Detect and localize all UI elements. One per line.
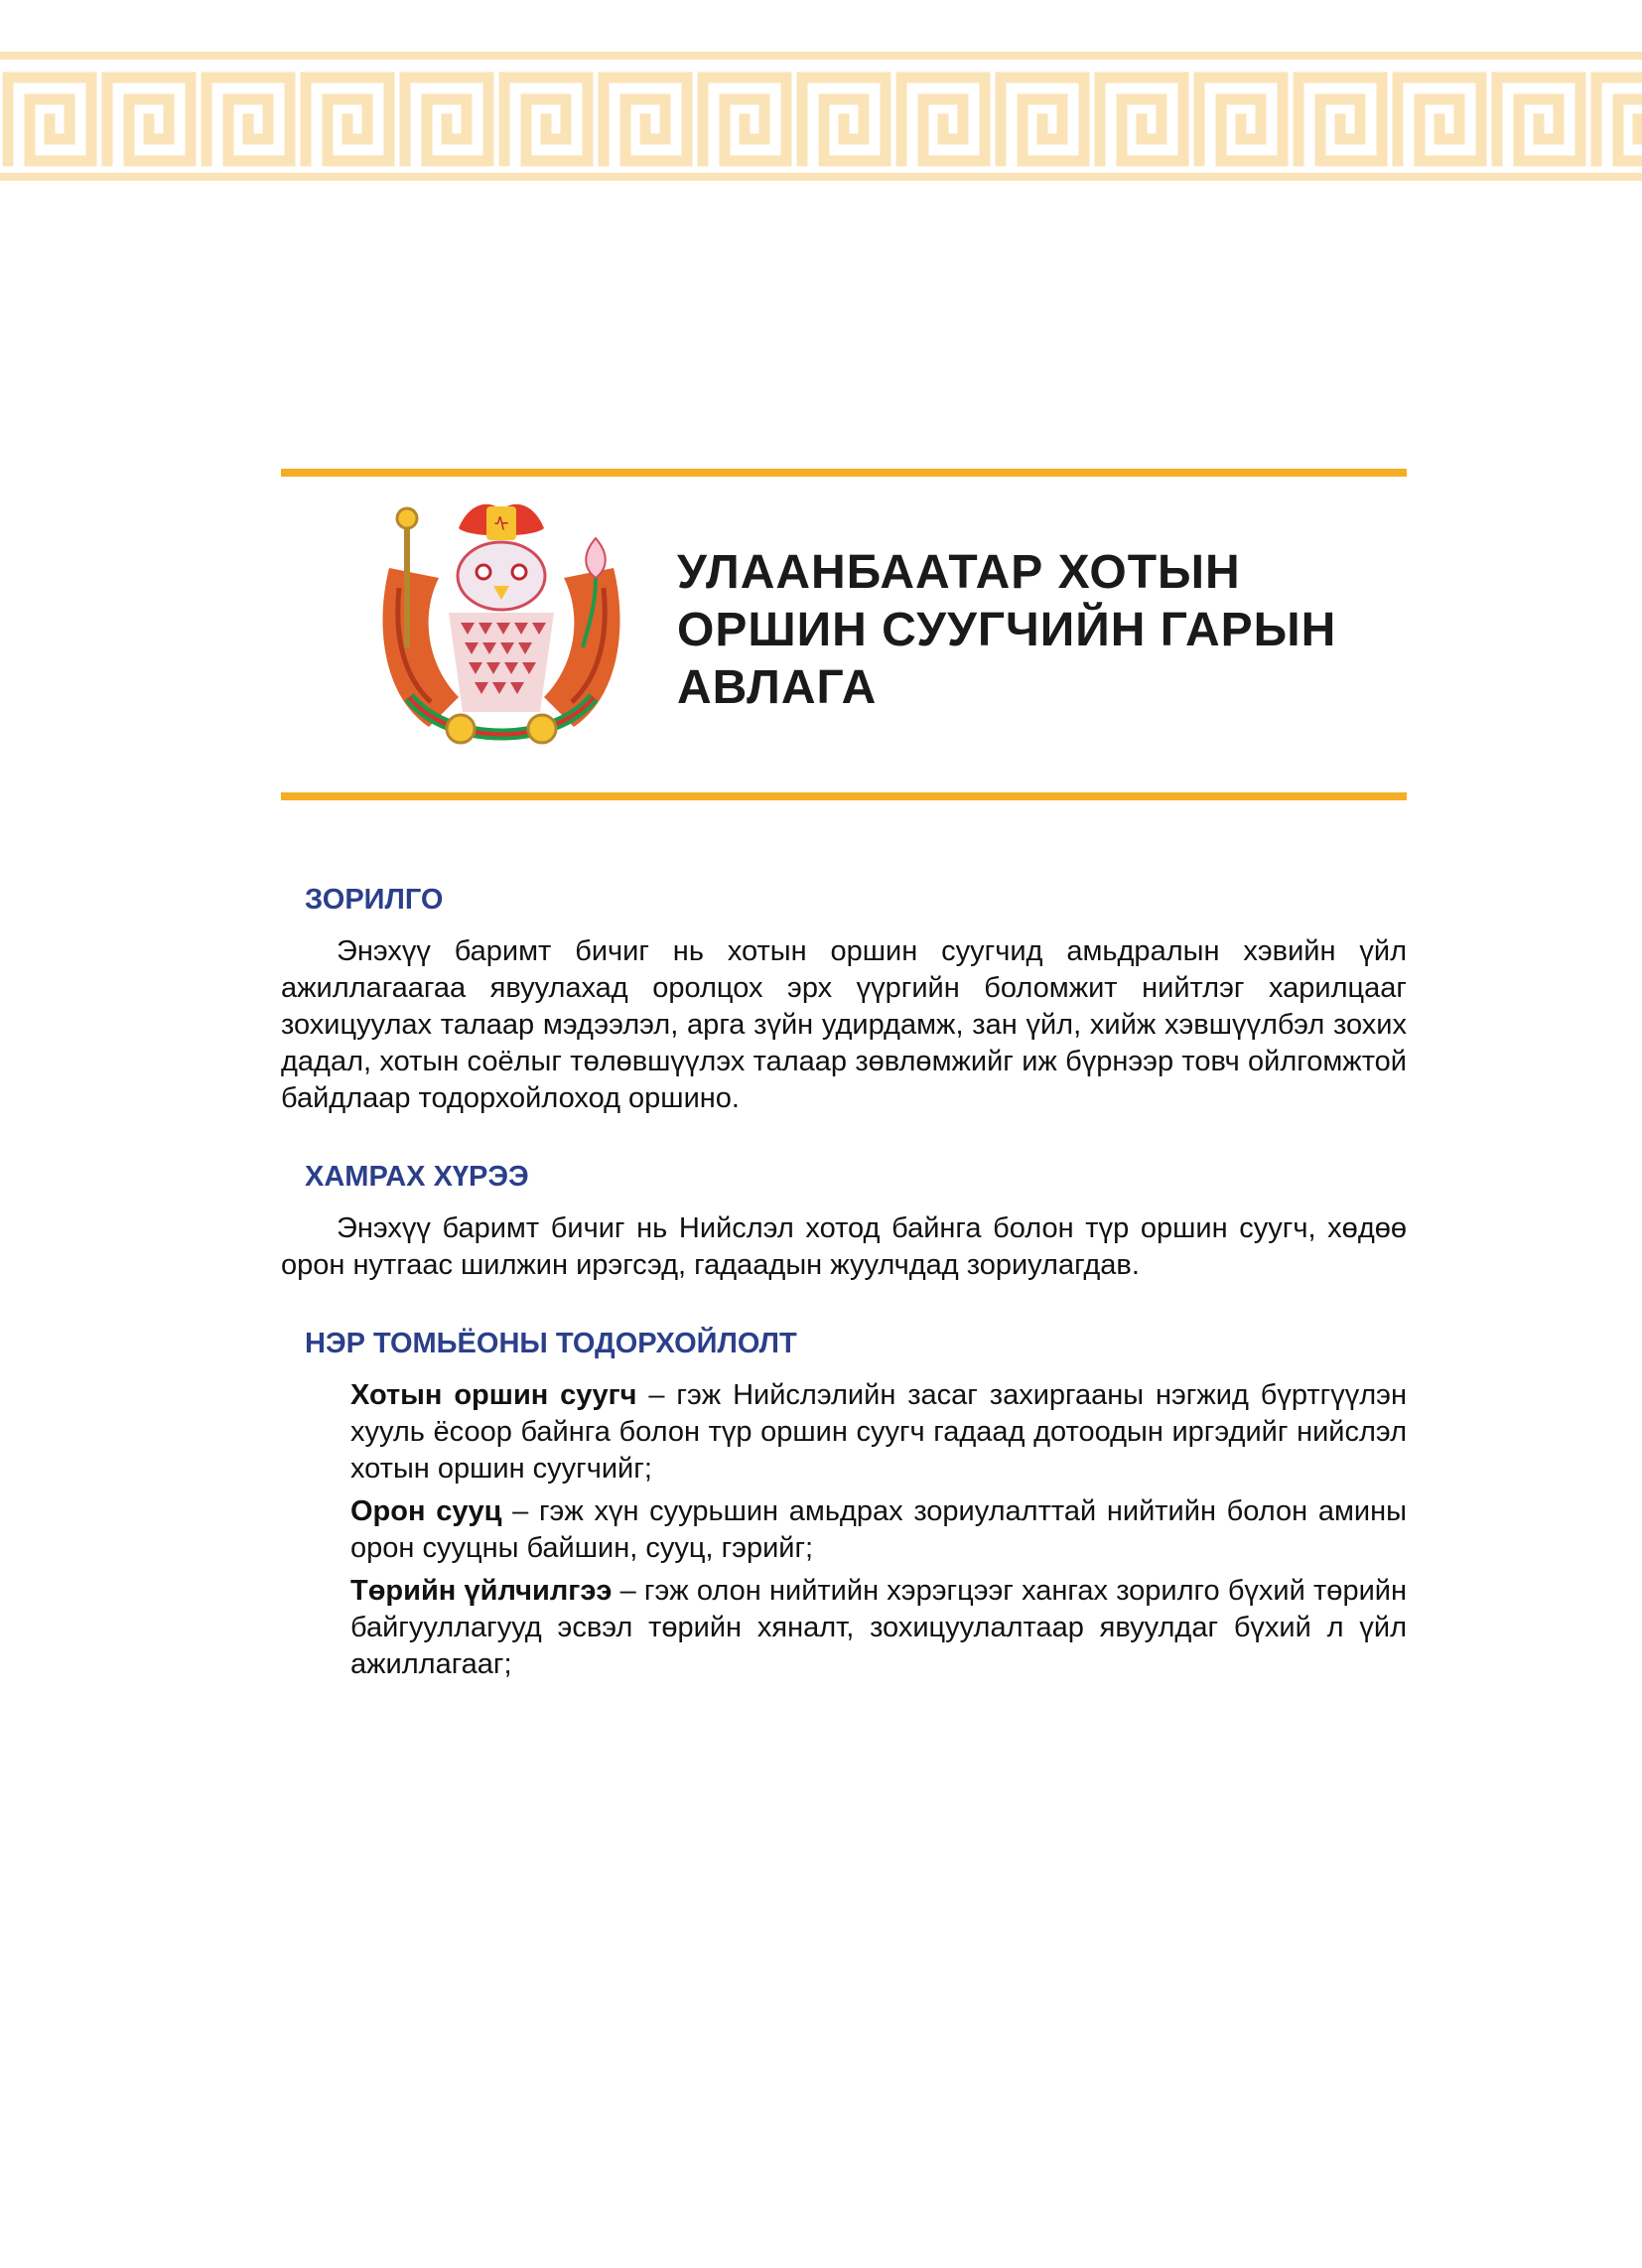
purpose-paragraph: Энэхүү баримт бичиг нь хотын оршин суугчид амьдралын хэвийн үйл ажиллагаагаа явуулахад оролцох эрх үүргийн боломжит нийтлэг харилцааг зохицуулах талаар мэдээлэл, арга зүйн удирдамж, зан үйл, хийж хэвшүүлбэл зохих дадал, хотын соёлыг төлөвшүүлэх талаар зөвлөмжийг иж бүрнээр товч ойлгомжтой байдлаар тодорхойлоход оршино.: [281, 935, 1407, 1114]
title-line: УЛААНБААТАР ХОТЫН: [677, 546, 1241, 599]
purpose-section: [281, 882, 1407, 1117]
ulaanbaatar-emblem-icon: [369, 498, 633, 767]
terms-section: [281, 1326, 1407, 1683]
top-accent-rule: [281, 469, 1407, 477]
scope-heading: ХАМРАХ ХҮРЭЭ: [305, 1161, 529, 1193]
meander-border-pattern: [0, 52, 1642, 181]
term-text: – гэж хүн суурьшин амьдрах зориулалттай нийтийн болон амины орон сууцны байшин, сууц, гэрийг;: [350, 1495, 1407, 1564]
term-text: – гэж Нийслэлийн засаг захиргааны нэгжид бүртгүүлэн хууль ёсоор байнга болон түр оршин суугч гадаад дотоодын иргэдийг нийслэл хотын оршин суугчийг;: [350, 1379, 1407, 1485]
title-line: АВЛАГА: [677, 661, 878, 714]
terms-list: [281, 1377, 1407, 1683]
term-text: – гэж олон нийтийн хэрэгцээг хангах зорилго бүхий төрийн байгууллагууд эсвэл төрийн хяналт, зохицуулалтаар явуулдаг бүхий л үйл ажиллагааг;: [350, 1575, 1407, 1680]
term-definition: [350, 1377, 1407, 1488]
term-label: Орон сууц: [350, 1495, 502, 1527]
document-body: [281, 882, 1407, 1689]
term-label: Хотын оршин суугч: [350, 1379, 637, 1411]
term-definition: [350, 1493, 1407, 1567]
document-title: [677, 544, 1372, 717]
term-definition: [350, 1573, 1407, 1683]
scope-paragraph: Энэхүү баримт бичиг нь Нийслэл хотод байнга болон түр оршин суугч, хөдөө орон нутгаас шилжин ирэгсэд, гадаадын жуулчдад зориулагдав.: [281, 1212, 1407, 1281]
terms-heading: НЭР ТОМЬЁОНЫ ТОДОРХОЙЛОЛТ: [305, 1328, 797, 1359]
purpose-heading: ЗОРИЛГО: [305, 884, 444, 916]
term-label: Төрийн үйлчилгээ: [350, 1575, 613, 1607]
title-line: ОРШИН СУУГЧИЙН ГАРЫН: [677, 604, 1337, 656]
svg-text:ᠰ: ᠰ: [493, 512, 509, 536]
scope-section: [281, 1159, 1407, 1284]
bottom-accent-rule: [281, 792, 1407, 800]
